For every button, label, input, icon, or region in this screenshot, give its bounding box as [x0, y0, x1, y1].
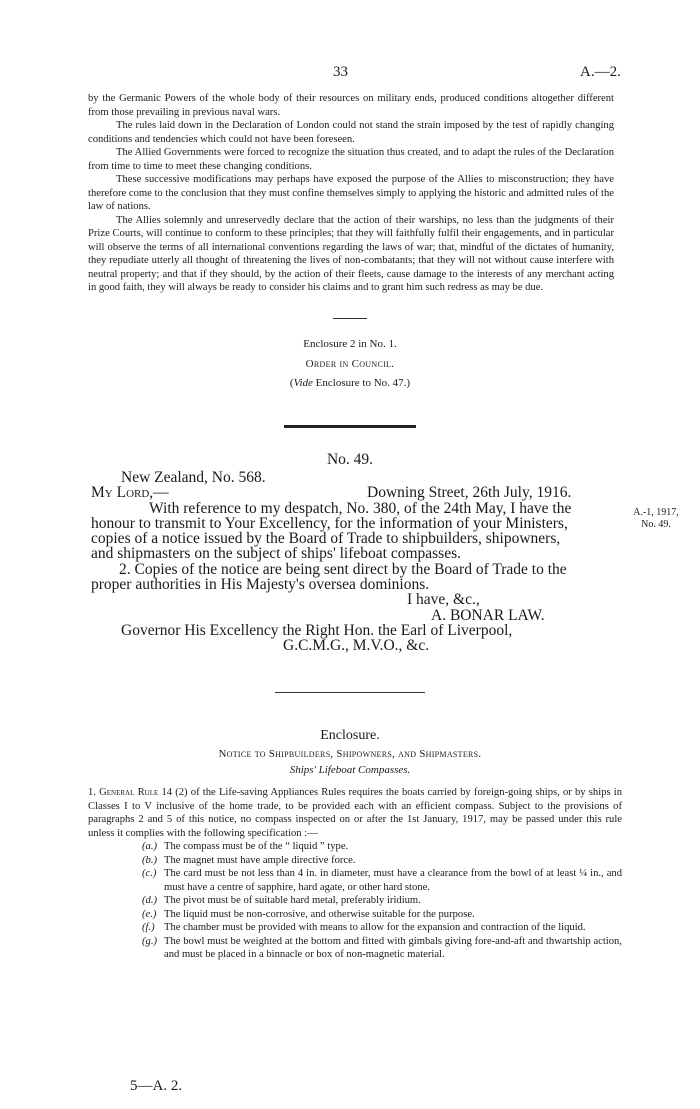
addressee-line: G.C.M.G., M.V.O., &c.: [283, 637, 430, 655]
spec-item: [122, 921, 622, 935]
dispatch-body-line: With reference to my despatch, No. 380, of the 24th May, I have the: [149, 499, 572, 517]
spec-label: (b.): [142, 854, 158, 866]
vide-word: Vide: [293, 377, 313, 389]
spec-item: [122, 867, 622, 894]
intro-text: [88, 92, 614, 295]
spec-item: [122, 908, 622, 922]
address-date: Downing Street, 26th July, 1916.: [367, 484, 572, 502]
spec-text: The magnet must have ample directive force.: [164, 854, 356, 866]
spec-label: (a.): [142, 841, 158, 852]
spec-item: [122, 854, 622, 868]
page-reference: A.—2.: [580, 64, 621, 80]
spec-text: The bowl must be weighted at the bottom and fitted with gimbals giving fore-and-aft and thwartship action, and must be placed in a binnacle or box of non-magnetic material.: [164, 935, 622, 960]
signature-mark: 5—A. 2.: [130, 1078, 183, 1094]
margin-note: [624, 507, 688, 531]
enclosure2-note: (Vide Enclosure to No. 47.): [289, 377, 411, 389]
enclosure-body: [88, 786, 622, 962]
rule-reference: 1. General Rule 14 (2): [88, 787, 188, 798]
spec-item: [122, 840, 622, 854]
margin-note-line: No. 49.: [641, 519, 671, 530]
spec-label: (d.): [142, 895, 158, 906]
enclosure-paragraph: [88, 786, 622, 840]
spec-label: (g.): [142, 935, 158, 947]
spec-text: The card must be not less than 4 in. in diameter, must have a clearance from the bowl of at least ¼ in., and must have a centre of sapphire, hard agate, or other hard stone.: [164, 868, 622, 893]
spec-text: The liquid must be non-corrosive, and otherwise suitable for the purpose.: [164, 908, 475, 920]
dispatch-para2-line: proper authorities in His Majesty's oversea dominions.: [91, 576, 430, 594]
specification-list: [88, 840, 622, 962]
enclosure2-title: Enclosure 2 in No. 1.: [303, 338, 397, 350]
dispatch-body-line: copies of a notice issued by the Board of Trade to shipbuilders, shipowners,: [91, 530, 561, 548]
spec-label: (f.): [142, 922, 155, 933]
spec-label: (e.): [142, 908, 157, 920]
thick-divider: [284, 425, 416, 428]
signature: A. BONAR LAW.: [431, 606, 545, 624]
intro-paragraph: The Allies solemnly and unreservedly declare that the action of their warships, no less than the judgments of their Prize Courts, will continue to conform to these principles; that they will faithfully fulfil their engagements, and in particular will observe the terms of all international conventions regarding the laws of war; that, mindful of the dictates of humanity, they repudiate utterly all thought of threatening the lives of non-combatants; that they will not without cause interfere with neutral property; and that if they should, by the action of their fleets, cause damage to the interests of any merchant acting in good faith, they will always be ready to consider his claims and to grant him such redress as may be due.: [88, 214, 614, 293]
intro-paragraph: The rules laid down in the Declaration of London could not stand the strain imposed by the test of rapidly changing conditions and tendencies which could not have been foreseen.: [88, 120, 614, 145]
enclosure-subsubtitle: Ships' Lifeboat Compasses.: [289, 764, 411, 776]
intro-paragraph: These successive modifications may perhaps have exposed the purpose of the Allies to misconstruction; they have therefore come to the conclusion that they must confine themselves simply to applying the historic and admitted rules of the law of nations.: [88, 174, 614, 212]
intro-paragraph: by the Germanic Powers of the whole body of their resources on military ends, produced conditions altogether different from those prevailing in previous naval wars.: [88, 93, 614, 118]
enclosure2-note-text: Enclosure to No. 47.): [315, 377, 411, 389]
page-number: 33: [333, 64, 348, 80]
closing: I have, &c.,: [407, 591, 480, 609]
spec-text: The pivot must be of suitable hard metal, preferably iridium.: [164, 895, 421, 906]
enclosure-subtitle: Notice to Shipbuilders, Shipowners, and Shipmasters.: [218, 748, 482, 760]
dispatch-origin: New Zealand, No. 568.: [121, 469, 266, 486]
dispatch-salutation-line: [91, 485, 611, 500]
short-divider: [333, 318, 367, 319]
salutation: My Lord,—: [91, 484, 169, 502]
spec-item: [122, 935, 622, 962]
dispatch-number: No. 49.: [326, 451, 374, 468]
margin-note-line: A.-1, 1917,: [633, 507, 679, 518]
addressee-line: Governor His Excellency the Right Hon. the Earl of Liverpool,: [121, 621, 513, 639]
spec-text: The compass must be of the “ liquid ” type.: [164, 841, 349, 852]
dispatch-body-line: honour to transmit to Your Excellency, for the information of your Ministers,: [91, 514, 568, 532]
dispatch-letter: [91, 469, 621, 655]
spec-item: [122, 894, 622, 908]
enclosure-title: Enclosure.: [320, 728, 380, 743]
intro-paragraph: The Allied Governments were forced to recognize the situation thus created, and to adapt the rules of the Declaration from time to time to meet these changing conditions.: [88, 147, 614, 172]
enclosure-paragraph-text: of the Life-saving Appliances Rules requires the boats carried by foreign-going ships, or by ships in Classes I to V inclusive of the home trade, to be provided each with an efficient compass. Subject to the provisions of paragraphs 2 and 5 of this notice, no compass inspected on or after the 1st January, 1917, may be passed under this rule unless it complies with the following specification :—: [88, 787, 622, 839]
dispatch-body-line: and shipmasters on the subject of ships' lifeboat compasses.: [91, 545, 461, 563]
spec-label: (c.): [142, 868, 157, 879]
divider: [275, 692, 425, 693]
dispatch-para2-line: 2. Copies of the notice are being sent direct by the Board of Trade to the: [119, 560, 567, 578]
enclosure2-subtitle: Order in Council.: [305, 358, 395, 370]
spec-text: The chamber must be provided with means to allow for the expansion and contraction of the liquid.: [164, 922, 586, 933]
